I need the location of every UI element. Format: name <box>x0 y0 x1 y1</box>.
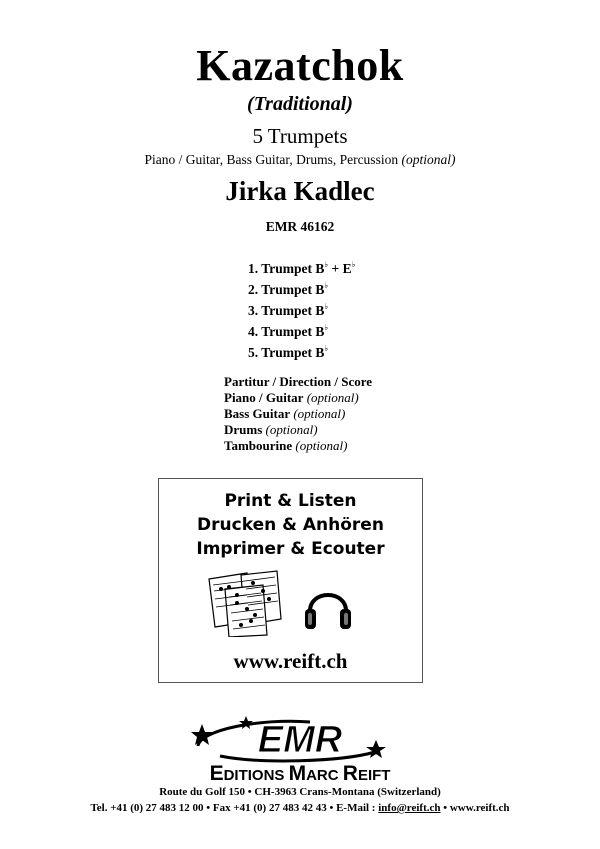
print-listen-box <box>158 478 423 683</box>
svg-text:EDITIONS MARC REIFT <box>210 762 391 782</box>
catalog-number: EMR 46162 <box>265 219 335 234</box>
parts-list <box>248 254 355 359</box>
promo-website[interactable]: www.reift.ch <box>233 649 348 673</box>
publisher-contact <box>0 802 600 814</box>
contact-email-link[interactable]: info@reift.ch <box>378 802 441 814</box>
part-item: 4. Trumpet B♭ <box>248 323 329 339</box>
accompaniment-text: Piano / Guitar, Bass Guitar, Drums, Percussion <box>144 152 399 167</box>
accompaniment-optional: (optional) <box>401 152 456 167</box>
subtitle: (Traditional) <box>247 93 353 115</box>
part-item: 3. Trumpet B♭ <box>248 302 329 318</box>
part-item: 5. Trumpet B♭ <box>248 344 329 360</box>
contact-website: • www.reift.ch <box>440 802 510 814</box>
promo-line: Print & Listen <box>224 491 357 511</box>
publisher-name-part: EIFT <box>357 767 391 782</box>
extra-item: Drums (optional) <box>224 422 318 437</box>
promo-line: Imprimer & Ecouter <box>196 539 385 559</box>
promo-line: Drucken & Anhören <box>197 515 384 535</box>
part-item: 2. Trumpet B♭ <box>248 281 329 297</box>
headphones-icon <box>302 581 354 635</box>
extra-item: Piano / Guitar (optional) <box>224 390 359 405</box>
title: Kazatchok <box>196 41 404 90</box>
extras-list <box>224 374 372 454</box>
extra-item: Bass Guitar (optional) <box>224 406 346 421</box>
instrumentation: 5 Trumpets <box>252 124 348 148</box>
extra-item: Tambourine (optional) <box>224 438 348 453</box>
accompaniment <box>0 152 600 168</box>
sheet-music-icon <box>207 569 293 637</box>
publisher-name-part: DITIONS <box>223 767 289 782</box>
publisher-name-part: ARC <box>306 767 343 782</box>
part-item: 1. Trumpet B♭ + E♭ <box>248 260 356 276</box>
extra-item: Partitur / Direction / Score <box>224 374 373 389</box>
publisher-name-part: R <box>342 762 358 782</box>
contact-phone-fax: Tel. +41 (0) 27 483 12 00 • Fax +41 (0) 27 483 42 43 • E-Mail : <box>90 802 379 814</box>
emr-star-logo <box>150 712 450 782</box>
composer: Jirka Kadlec <box>225 176 375 206</box>
publisher-name-part: M <box>288 762 307 782</box>
emr-logo-text: EMR <box>257 719 343 761</box>
publisher-name-part: E <box>209 762 224 782</box>
publisher-address: Route du Golf 150 • CH-3963 Crans-Montana (Switzerland) <box>159 786 441 798</box>
